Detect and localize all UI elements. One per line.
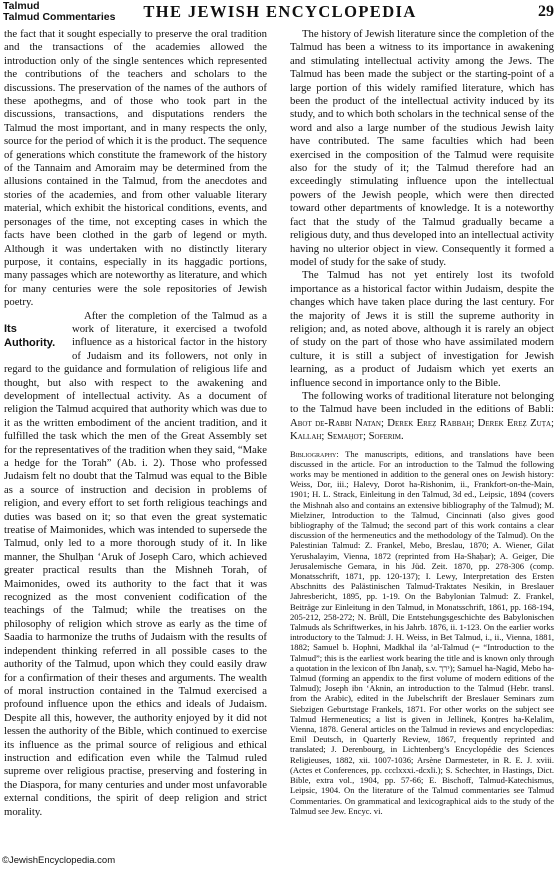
paragraph-with-side-heading <box>4 310 267 819</box>
paragraph-text: The following works of traditional literature not belonging to the Talmud have been included in the editions of Babli: <box>290 389 554 416</box>
page-title: THE JEWISH ENCYCLOPEDIA <box>143 2 417 21</box>
copyright-footer: ©JewishEncyclopedia.com <box>2 855 116 866</box>
page-number: 29 <box>538 3 554 20</box>
side-heading-line1: Its <box>4 322 17 335</box>
paragraph: The Talmud has not yet entirely lost its twofold importance as a historical factor within Judaism, despite the changes which have taken place during the last century. For the majority of Jews it is still the supreme authority in religion; and, as noted above, although it is rarely an object of study on the part of those who have assimilated modern culture, it is still a subject of investigation for Jewish learning, as a product of Judaism which yet exerts an influence second in importance only to the Bible. <box>290 269 554 389</box>
running-head-line1: Talmud <box>3 0 40 12</box>
bibliography-body: The manuscripts, editions, and translations have been discussed in the article. For an introduction to the Talmud the following works may be mentioned in addition to the general ones on Jewish history: Weiss, Dor, iii.; Halevy, Dorot ha-Rishonim, ii., Frankfort-on-the-Main, 1901; H. L. Strack, Einleitung in den Talmud, 3d ed., Leipsic, 1894 (covers the Mishnah also and contains an extensive bibliography of the Talmud); M. Mielziner, Introduction to the Talmud, Cincinnati (also gives good bibliography of the Talmud; the second part of this work contains a clear discussion of the hermeneutics and the methodology of the Talmud). On the Palestinian Talmud: Z. Frankel, Mebo, Breslau, 1870; A. Wiener, Gilat Yerushalayim, Vienna, 1872 (reprinted from Ha-Shaḥar); A. Geiger, Die Jerusalemische Gemara, in his Jüd. Zeit. 1870, pp. 278-306 (comp. Monatsschrift, 1871, pp. 120-137); I. Lewy, Interpretation des Ersten Abschnitts des Palästinischen Talmud-Traktates Nesikin, in Breslauer Jahresbericht, 1895, pp. 1-19. On the Babylonian Talmud: Z. Frankel, Beiträge zur Einleitung in den Talmud, in Monatsschrift, 1861, pp. 168-194, 205-212, 258-272; N. Brüll, Die Entstehungsgeschichte des Babylonischen Talmuds als Schriftwerkes, in his Jahrb. 1876, ii. 1-123. On the earlier works introductory to the Talmud: J. H. Weiss, in Bet Talmud, i., ii., Vienna, 1881, 1882; Samuel b. Hophni, Madkhal ila ’al-Talmud (= “Introduction to the Talmud”; this is the earliest work bearing the title and is known only through a quotation in the lexicon of Ibn Janaḥ, s.v. ירך); Samuel ha-Nagid, Mebo ha-Talmud (forming an appendix to the first volume of modern editions of the Talmud); Joseph ibn ‘Aknin, an introduction to the Talmud (Hebr. transl. from the Arabic), edited in the Jubelschrift der Breslauer Seminars zum Siebzigen Geburtstage Frankels, 1871. For other works on the subject see Talmud Hermeneutics; a list is given in Jellinek, Ḳonṭres ha-Kelalim, Vienna, 1878. General articles on the Talmud in reviews and encyclopedias: Emil Deutsch, in Quarterly Review, 1867, frequently reprinted and translated; J. Derenbourg, in Lichtenberg’s Encyclopédie des Sciences Religieuses, 1882, xii. 1007-1036; Arsène Darmesteter, in R. E. J. xviii. (Actes et Conferences, pp. ccclxxxi.-dcxli.); S. Schechter, in Hastings, Dict. Bible, extra vol., 1904, pp. 57-66; E. Bischoff, Talmud-Katechismus, Leipsic, 1904. On the literature of the Talmud commentaries see Talmud Commentaries. On grammatical and lexicographical aids to the study of the Talmud see Jew. Encyc. vi. <box>290 448 554 816</box>
paragraph: the fact that it sought especially to preserve the oral tradition and the transactions of the academies allowed the introduction only of the single sentences which represented the contributions of the teachers and scholars to the discussions. The preservation of the names of the authors of these apothegms, and of those who took part in the discussions, transactions, and disputations renders the Talmud the most important, and in many respects the only, source for the period of which it is the product. The sequence of generations which constitute the framework of the history of the Tannaim and Amoraim may be determined from the allusions contained in the Talmud, from the anecdotes and stories of the academies, and from other valuable literary material, which exhibit the historical conditions, events, and personages of the time, not excepting cases in which the facts have been clothed in the garb of legend or myth. Although it was undertaken with no distinctly literary purpose, it contains, especially in its haggadic portions, many passages which are noteworthy as literature, and which for many centuries were the sole repositories of Jewish poetry. <box>4 28 267 309</box>
side-heading <box>4 322 66 350</box>
left-column <box>4 28 267 819</box>
paragraph: The history of Jewish literature since the completion of the Talmud has been a witness to its importance in awakening and stimulating intellectual activity among the Jews. The Talmud has been made the subject or the starting-point of a large portion of this widely ramified literature, which has been the product of the intellectual activity induced by its study, and to which both scholars in the technical sense of the word and also a large number of the studious Jewish laity have contributed. The same faculties which had been exercised in the composition of the Talmud were requisite also for the study of it; the Talmud therefore had an exceedingly stimulating influence upon the intellectual powers of the Jewish people, which were then directed toward other departments of knowledge. It is a noteworthy fact that the study of the Talmud gradually became a religious duty, and thus developed into an intellectual activity having no ulterior object in view. Consequently it formed a model of study for the sake of study. <box>290 28 554 268</box>
paragraph-text: After the completion of the Talmud as a work of literature, it exercised a twofold influence as a historical factor in the history of Judaism and its followers, not only in regard to the guidance and formulation of religious life and thought, but also with respect to the awakening and development of intellectual activity. As a document of religion the Talmud acquired that authority which was due to it as the written embodiment of the ancient tradition, and it fulfilled the task which the men of the Great Assembly set for the representatives of the tradition when they said, “Make a hedge for the Torah” (Ab. i. 2). Those who professed Judaism felt no doubt that the Talmud was equal to the Bible as a source of instruction and decision in problems of religion, and every effort to set forth religious teachings and duties was based on it; so that even the great systematic treatise of Maimonides, which was intended to supersede the Talmud, only led to a more thorough study of it. In like manner, the Shulḥan ‘Aruk of Joseph Caro, which achieved greater practical results than the Mishneh Torah, of Maimonides, owed its authority to the fact that it was recognized as the most convenient codification of the teachings of the Talmud; while the treatises on the philosophy of religion which strove as early as the time of Saadia to harmonize the truths of Judaism with the results of independent thinking referred in all possible cases to the authority of the Talmud, upon which they could easily draw for a confirmation of their theses and arguments. The wealth of moral instruction contained in the Talmud exercised a profound influence upon the ethics and ideals of Judaism. Despite all this, however, the authority enjoyed by it did not lessen the authority of the Bible, which continued to exercise its influence as the primal source of religious and ethical instruction and edification even while the Talmud ruled supreme over religious practise, preserving and fostering in the Diaspora, for many centuries and under most unfavorable external conditions, the spirit of deep religion and strict morality. <box>4 309 267 818</box>
page-header <box>0 0 560 24</box>
right-column <box>290 28 554 816</box>
bibliography-label: Bibliography: <box>290 448 339 459</box>
work-titles: Abot de-Rabbi Natan; Derek Ereẓ Rabbah; Derek Ereẓ Zuṭa; Kallah; Semaḥot; Soferim. <box>290 416 554 443</box>
paragraph <box>290 390 554 444</box>
side-heading-line2: Authority. <box>4 336 56 349</box>
bibliography <box>290 449 554 816</box>
running-head-line2: Talmud Commentaries <box>3 10 116 23</box>
bibliography-text <box>290 449 554 816</box>
